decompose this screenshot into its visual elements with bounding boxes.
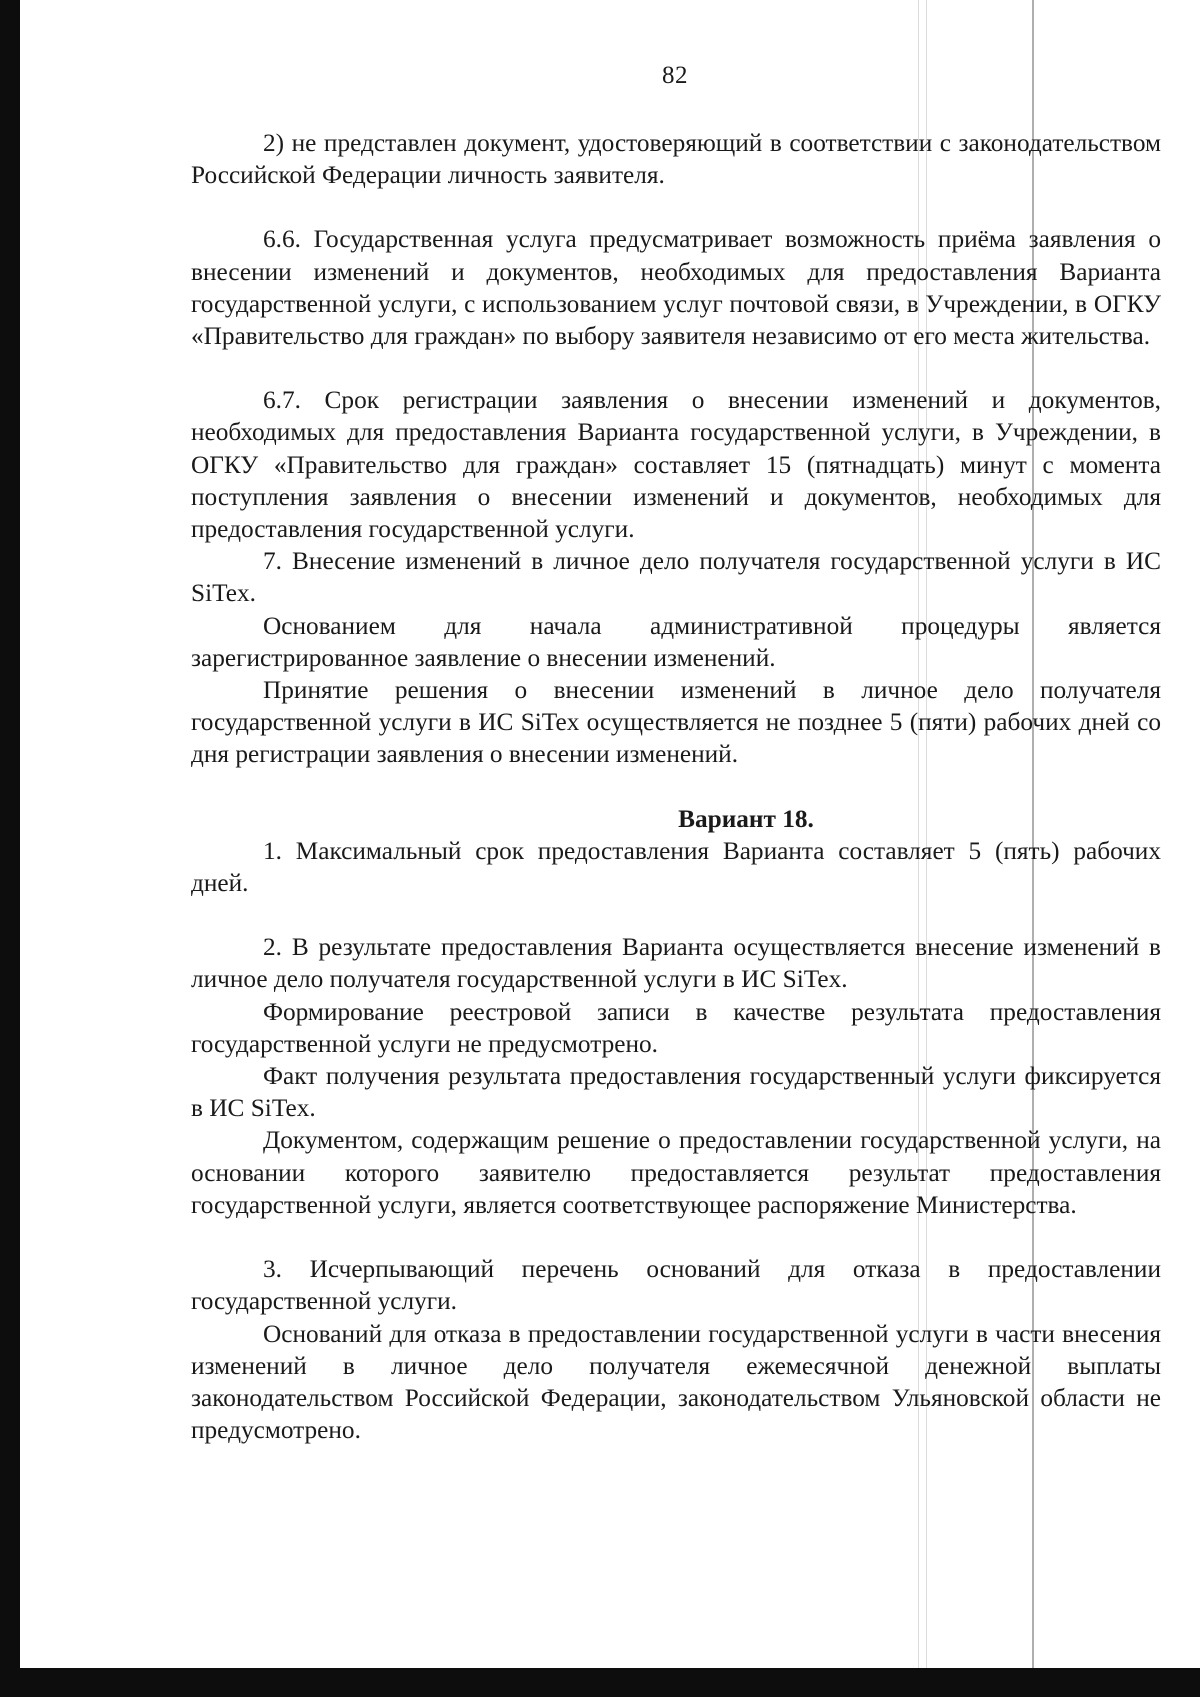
paragraph-result: 2. В результате предоставления Варианта осуществляется внесение изменений в личное дело получателя государственной услуги в ИС SiTex. <box>191 933 1161 994</box>
paragraph-decision: Принятие решения о внесении изменений в личное дело получателя государственной услуги в ИС SiTex осуществляется не позднее 5 (пяти) рабочих дней со дня регистрации заявления о внесении изменений. <box>191 676 1161 769</box>
paragraph-section-6-6: 6.6. Государственная услуга предусматривает возможность приёма заявления о внесении изменений и документов, необходимых для предоставления Варианта государственной услуги, с использованием услуг почтовой связи, в Учреждении, в ОГКУ «Правительство для граждан» по выбору заявителя независимо от его места жительства. <box>191 225 1161 351</box>
paragraph-result-fact: Факт получения результата предоставления государственный услуги фиксируется в ИС SiTex. <box>191 1062 1161 1123</box>
scan-border-bottom <box>0 1668 1200 1697</box>
paragraph-item-2: 2) не представлен документ, удостоверяющий в соответствии с законодательством Российской Федерации личность заявителя. <box>191 129 1161 190</box>
page-number: 82 <box>662 62 688 89</box>
paragraph-no-refusal: Оснований для отказа в предоставлении государственной услуги в части внесения изменений в личное дело получателя ежемесячной денежной выплаты законодательством Российской Федерации, законодательством Ульяновской области не предусмотрено. <box>191 1319 1161 1445</box>
paragraph-decision-document: Документом, содержащим решение о предоставлении государственной услуги, на основании которого заявителю предоставляется результат предоставления государственной услуги, является соответствующее распоряжение Министерства. <box>191 1126 1161 1219</box>
paragraph-basis: Основанием для начала административной процедуры является зарегистрированное заявление о внесении изменений. <box>191 611 1161 672</box>
paragraph-section-6-7: 6.7. Срок регистрации заявления о внесении изменений и документов, необходимых для предоставления Варианта государственной услуги, в Учреждении, в ОГКУ «Правительство для граждан» составляет 15 (пятнадцать) минут с момента поступления заявления о внесении изменений и документов, необходимых для предоставления государственной услуги. <box>191 386 1161 544</box>
scan-border-left <box>0 0 20 1697</box>
paragraph-refusal-grounds: 3. Исчерпывающий перечень оснований для отказа в предоставлении государственной услуги. <box>191 1255 1161 1316</box>
paragraph-section-7: 7. Внесение изменений в личное дело получателя государственной услуги в ИС SiTex. <box>191 547 1161 608</box>
paragraph-max-term: 1. Максимальный срок предоставления Варианта составляет 5 (пять) рабочих дней. <box>191 836 1161 898</box>
document-body <box>191 127 1161 1446</box>
variant-heading: Вариант 18. <box>678 804 814 833</box>
paragraph-registry-record: Формирование реестровой записи в качестве результата предоставления государственной услуги не предусмотрено. <box>191 997 1161 1058</box>
